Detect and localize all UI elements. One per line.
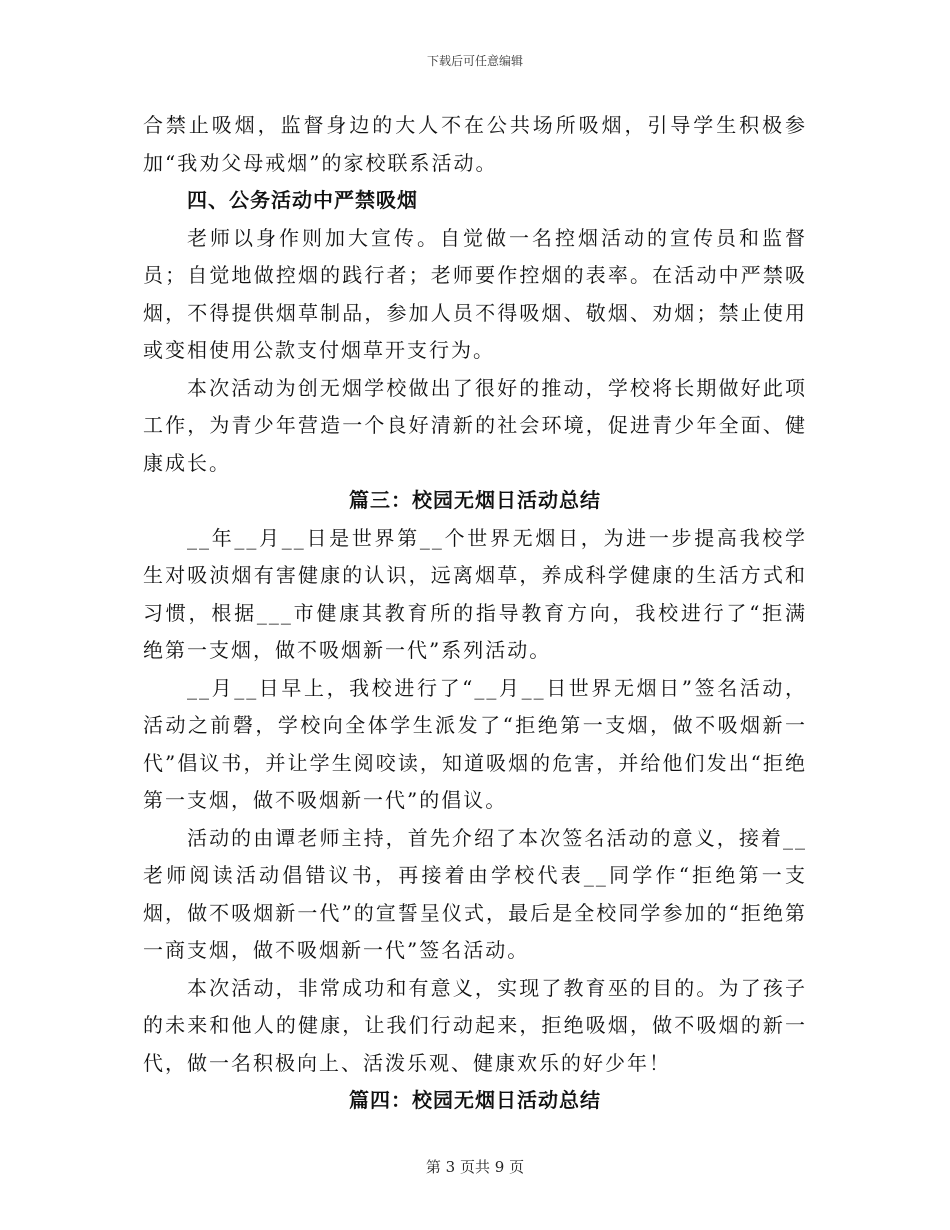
paragraph-activity-summary: 本次活动为创无烟学校做出了很好的推动，学校将长期做好此项工作，为青少年营造一个良好清新的社会环境，促进青少年全面、健康成长。 — [143, 375, 807, 475]
paragraph-no-smoking-day: __年__月__日是世界第__个世界无烟日，为进一步提高我校学生对吸浈烟有害健康的认识，远离烟草，养成科学健康的生活方式和习惯，根据___市健康其教育所的指导教育方向，我校进行了“拒满绝第一支烟，做不吸烟新一代”系列活动。 — [143, 525, 807, 662]
page-number: 第 3 页共 9 页 — [425, 1158, 525, 1176]
paragraph-signature-activity: __月__日早上，我校进行了“__月__日世界无烟日”签名活动，活动之前磬，学校向全体学生派发了“拒绝第一支烟，做不吸烟新一代”倡议书，并让学生阅咬读，知道吸烟的危害，并给他们发出“拒绝第一支烟，做不吸烟新一代”的倡议。 — [143, 675, 807, 812]
document-body — [143, 107, 807, 1120]
paragraph-teacher-example: 老师以身作则加大宣传。自觉做一名控烟活动的宣传员和监督员；自觉地做控烟的践行者；老师要作控烟的表率。在活动中严禁吸烟，不得提供烟草制品，参加人员不得吸烟、敬烟、劝烟；禁止使用或变相使用公款支付烟草开支行为。 — [143, 225, 807, 362]
paragraph-continuation: 合禁止吸烟，监督身边的大人不在公共场所吸烟，引导学生积极参加“我劝父母戒烟”的家校联系活动。 — [143, 113, 807, 175]
paragraph-ceremony: 活动的由谭老师主持，首先介绍了本次签名活动的意义，接着__老师阅读活动倡错议书，再接着由学校代表__同学作“拒绝第一支烟，做不吸烟新一代”的宣誓呈仪式，最后是全校同学参加的“拒绝第一商支烟，做不吸烟新一代”签名活动。 — [143, 825, 807, 962]
section-heading-four: 四、公务活动中严禁吸烟 — [187, 188, 418, 212]
page-header: 下载后可任意编辑 — [426, 54, 523, 68]
chapter-title-three: 篇三：校园无烟日活动总结 — [349, 488, 601, 512]
paragraph-conclusion: 本次活动，非常成功和有意义，实现了教育巫的目的。为了孩子的未来和他人的健康，让我们行动起来，拒绝吸烟，做不吸烟的新一代，做一名积极向上、活泼乐观、健康欢乐的好少年！ — [143, 975, 807, 1075]
chapter-title-four: 篇四：校园无烟日活动总结 — [349, 1088, 601, 1112]
